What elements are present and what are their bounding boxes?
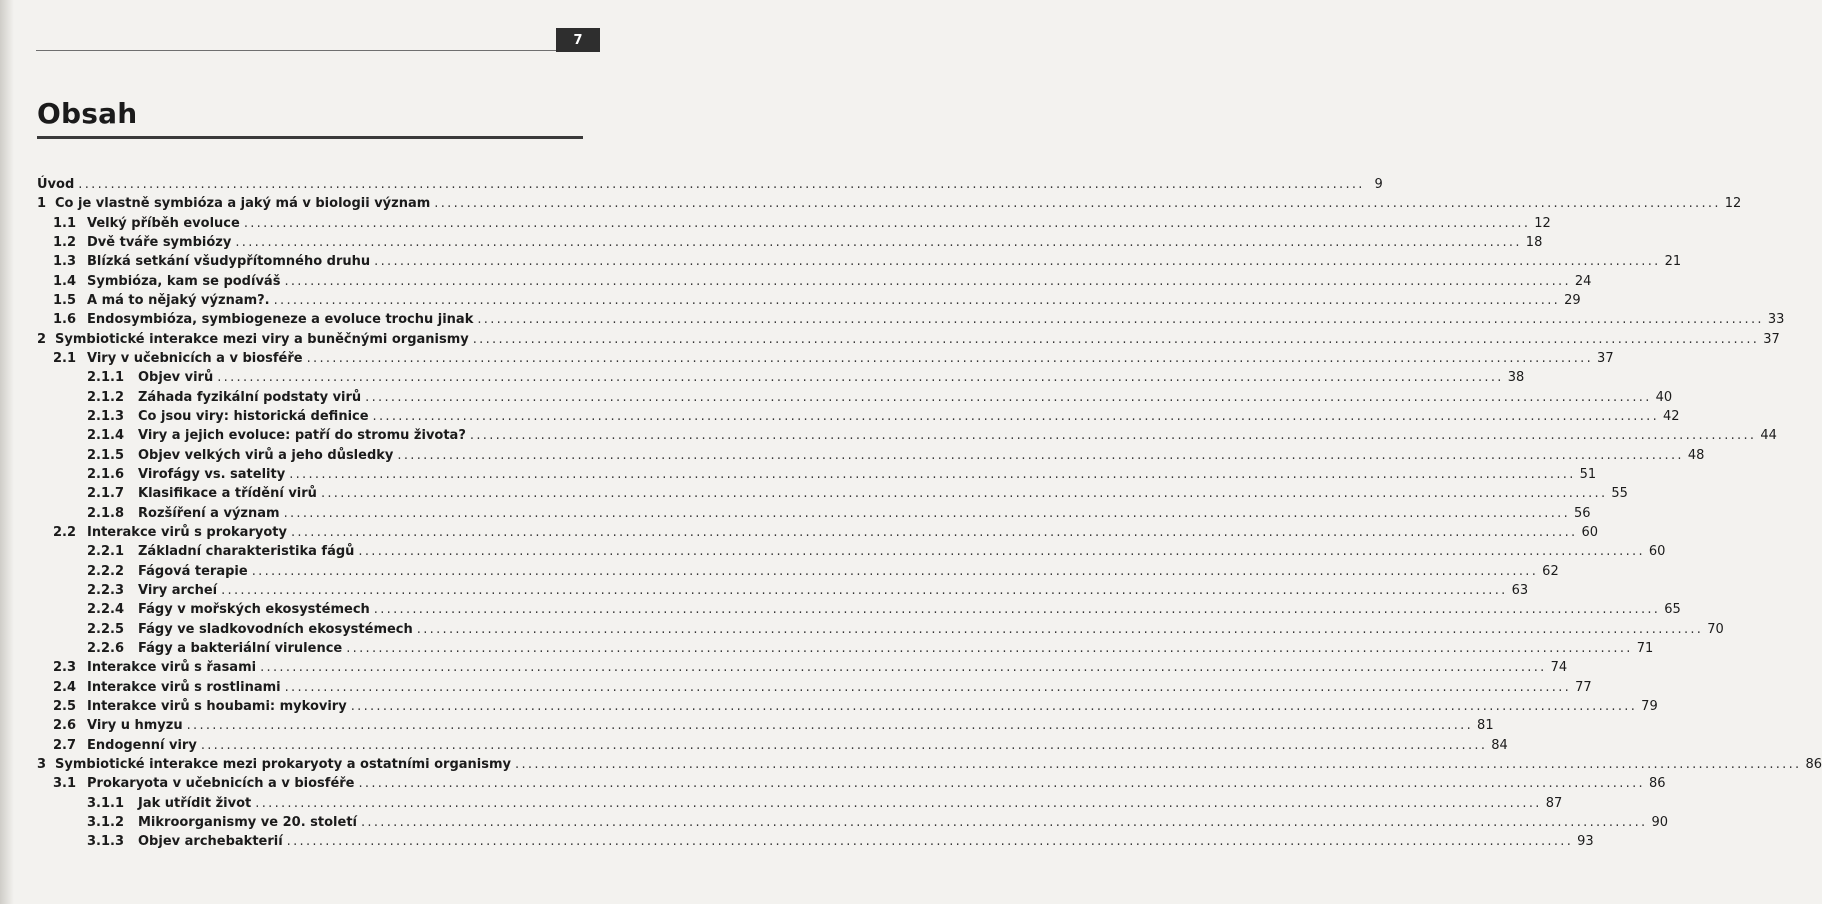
dot-leader: ........................................................................................................................................................................................................ bbox=[78, 177, 1365, 192]
toc-entry-page: 84 bbox=[1491, 737, 1508, 753]
dot-leader: ........................................................................................................................................................................................................ bbox=[515, 756, 1802, 772]
dot-leader: ........................................................................................................................................................................................................ bbox=[469, 428, 1757, 444]
toc-entry-title: Úvod bbox=[37, 177, 75, 192]
dot-leader: ........................................................................................................................................................................................................ bbox=[290, 524, 1578, 540]
dot-leader: ........................................................................................................................................................................................................ bbox=[472, 331, 1760, 347]
toc-entry-page: 70 bbox=[1707, 621, 1724, 637]
toc-entry[interactable] bbox=[0, 658, 1568, 677]
toc-entry[interactable] bbox=[0, 504, 1591, 523]
toc-entry-title: Endogenní viry bbox=[87, 737, 197, 753]
toc-entry-number: 2.2.6 bbox=[87, 640, 125, 656]
toc-entry-line bbox=[138, 794, 1563, 813]
toc-entry-line bbox=[138, 465, 1597, 484]
toc-entry-title: Co jsou viry: historická definice bbox=[138, 408, 369, 424]
toc-entry-page: 93 bbox=[1577, 834, 1594, 850]
toc-entry-title: Symbiotické interakce mezi viry a buněčnými organismy bbox=[55, 331, 469, 347]
toc-entry-line bbox=[138, 388, 1673, 407]
toc-entry-page: 60 bbox=[1581, 524, 1598, 540]
toc-entry[interactable] bbox=[0, 233, 1543, 252]
toc-entry-number: 1.2 bbox=[53, 234, 77, 250]
toc-entry-page: 79 bbox=[1641, 698, 1658, 714]
toc-entry-page: 56 bbox=[1574, 505, 1591, 521]
toc-entry[interactable] bbox=[0, 484, 1628, 503]
toc-entry-title: Dvě tváře symbiózy bbox=[87, 234, 232, 250]
dot-leader: ........................................................................................................................................................................................................ bbox=[243, 215, 1531, 231]
toc-entry-number: 2.1.2 bbox=[87, 389, 125, 405]
toc-entry-title: Fágy ve sladkovodních ekosystémech bbox=[138, 621, 413, 637]
toc-entry-title: Endosymbióza, symbiogeneze a evoluce trochu jinak bbox=[87, 312, 474, 328]
toc-entry-number: 3.1.3 bbox=[87, 834, 125, 850]
toc-entry-page: 90 bbox=[1651, 814, 1669, 830]
toc-entry-line bbox=[87, 214, 1551, 233]
toc-entry-line bbox=[138, 446, 1705, 465]
dot-leader: ........................................................................................................................................................................................................ bbox=[284, 273, 1571, 289]
toc-entry-number: 2.1.7 bbox=[87, 486, 125, 502]
dot-leader: ........................................................................................................................................................................................................ bbox=[255, 795, 1542, 811]
toc-entry-page: 24 bbox=[1574, 273, 1592, 289]
toc-entry-page: 51 bbox=[1579, 466, 1597, 482]
dot-leader: ........................................................................................................................................................................................................ bbox=[200, 737, 1488, 753]
toc-entry[interactable] bbox=[0, 330, 1780, 349]
toc-entry-line bbox=[55, 755, 1822, 774]
toc-entry[interactable] bbox=[0, 194, 1742, 213]
toc-entry[interactable] bbox=[0, 291, 1581, 310]
toc-entry-page: 65 bbox=[1664, 602, 1681, 618]
dot-leader: ........................................................................................................................................................................................................ bbox=[217, 370, 1504, 386]
toc-entry[interactable] bbox=[0, 813, 1669, 832]
toc-entry-line bbox=[87, 658, 1568, 677]
toc-entry-number: 2.1.5 bbox=[87, 447, 125, 463]
toc-entry-number: 2.1.6 bbox=[87, 466, 125, 482]
toc-entry-title: Blízká setkání všudypřítomného druhu bbox=[87, 254, 371, 270]
dot-leader: ........................................................................................................................................................................................................ bbox=[397, 447, 1684, 463]
toc-entry-number: 2.2.5 bbox=[87, 621, 125, 637]
dot-leader: ........................................................................................................................................................................................................ bbox=[373, 602, 1661, 618]
dot-leader: ........................................................................................................................................................................................................ bbox=[365, 389, 1652, 405]
toc-entry-page: 38 bbox=[1507, 370, 1525, 386]
toc-entry-line bbox=[87, 349, 1614, 368]
dot-leader: ........................................................................................................................................................................................................ bbox=[434, 196, 1721, 212]
toc-entry-line bbox=[87, 291, 1581, 310]
dot-leader: ........................................................................................................................................................................................................ bbox=[358, 544, 1645, 560]
toc-entry-number: 2.1 bbox=[53, 350, 77, 366]
dot-leader: ........................................................................................................................................................................................................ bbox=[283, 505, 1571, 521]
dot-leader: ........................................................................................................................................................................................................ bbox=[260, 660, 1547, 676]
toc-entry[interactable] bbox=[0, 446, 1705, 465]
toc-entry-number: 2.3 bbox=[53, 660, 77, 676]
toc-entry-title: Rozšíření a význam bbox=[138, 505, 280, 521]
dot-leader: ........................................................................................................................................................................................................ bbox=[286, 834, 1574, 850]
toc-entry-title: Jak utřídit život bbox=[138, 795, 252, 811]
dot-leader: ........................................................................................................................................................................................................ bbox=[346, 640, 1633, 656]
toc-entry-number: 1.6 bbox=[53, 312, 77, 328]
toc-entry-title: Interakce virů s rostlinami bbox=[87, 679, 281, 695]
toc-entry-page: 62 bbox=[1542, 563, 1559, 579]
toc-entry-number: 2.7 bbox=[53, 737, 77, 753]
toc-entry-title: Interakce virů s houbami: mykoviry bbox=[87, 698, 347, 714]
toc-entry-number: 2.1.3 bbox=[87, 408, 125, 424]
toc-entry-title: Objev archebakterií bbox=[138, 834, 283, 850]
toc-entry-number: 2.5 bbox=[53, 698, 77, 714]
dot-leader: ........................................................................................................................................................................................................ bbox=[358, 776, 1645, 792]
toc-entry-page: 40 bbox=[1655, 389, 1673, 405]
toc-entry-number: 1.3 bbox=[53, 254, 77, 270]
toc-entry-page: 71 bbox=[1636, 640, 1654, 656]
toc-entry-line bbox=[138, 581, 1529, 600]
toc-entry[interactable] bbox=[0, 310, 1785, 329]
toc-entry[interactable] bbox=[0, 426, 1777, 445]
toc-entry[interactable] bbox=[0, 794, 1563, 813]
dot-leader: ........................................................................................................................................................................................................ bbox=[350, 698, 1638, 714]
toc-entry-number: 3.1.1 bbox=[87, 795, 125, 811]
page-number: 7 bbox=[556, 28, 600, 52]
toc-entry[interactable] bbox=[0, 272, 1592, 291]
toc-entry-page: 74 bbox=[1550, 660, 1568, 676]
toc-entry-line bbox=[138, 504, 1591, 523]
toc-entry[interactable] bbox=[0, 832, 1594, 851]
toc-entry-page: 87 bbox=[1545, 795, 1563, 811]
dot-leader: ........................................................................................................................................................................................................ bbox=[235, 234, 1522, 250]
toc-entry-title: Symbióza, kam se podíváš bbox=[87, 273, 281, 289]
toc-entry-line bbox=[138, 620, 1724, 639]
page-title: Obsah bbox=[37, 97, 138, 130]
toc-entry[interactable] bbox=[0, 542, 1666, 561]
toc-entry-number: 1.1 bbox=[53, 215, 77, 231]
toc-entry-page: 37 bbox=[1763, 331, 1780, 347]
toc-entry-line bbox=[87, 233, 1543, 252]
toc-entry[interactable] bbox=[0, 639, 1654, 658]
dot-leader: ........................................................................................................................................................................................................ bbox=[416, 621, 1704, 637]
toc-entry[interactable] bbox=[0, 716, 1494, 735]
toc-entry-page: 86 bbox=[1805, 756, 1822, 772]
toc-entry-title: A má to nějaký význam?. bbox=[87, 292, 270, 308]
toc-entry-title: Viry archeí bbox=[138, 582, 218, 598]
toc-entry[interactable] bbox=[0, 349, 1614, 368]
toc-entry-number: 2.1.4 bbox=[87, 428, 125, 444]
toc-entry-page: 12 bbox=[1534, 215, 1551, 231]
toc-entry-number: 3.1 bbox=[53, 776, 77, 792]
toc-entry-page: 33 bbox=[1767, 312, 1785, 328]
toc-entry[interactable] bbox=[0, 581, 1529, 600]
toc-entry-number: 2.2.3 bbox=[87, 582, 125, 598]
toc-entry-title: Interakce virů s řasami bbox=[87, 660, 257, 676]
toc-entry-title: Objev velkých virů a jeho důsledky bbox=[138, 447, 394, 463]
toc-entry[interactable] bbox=[0, 678, 1592, 697]
toc-entry[interactable] bbox=[0, 214, 1551, 233]
header-rule bbox=[36, 50, 556, 51]
toc-entry-page: 63 bbox=[1511, 582, 1529, 598]
table-of-contents bbox=[0, 175, 1822, 851]
toc-entry-line bbox=[138, 562, 1559, 581]
dot-leader: ........................................................................................................................................................................................................ bbox=[289, 466, 1576, 482]
toc-entry-line bbox=[87, 716, 1494, 735]
toc-entry-title: Velký příběh evoluce bbox=[87, 215, 240, 231]
toc-entry-title: Interakce virů s prokaryoty bbox=[87, 524, 287, 540]
toc-entry[interactable] bbox=[0, 600, 1681, 619]
dot-leader: ........................................................................................................................................................................................................ bbox=[477, 312, 1764, 328]
toc-entry[interactable] bbox=[0, 774, 1666, 793]
toc-entry-title: Co je vlastně symbióza a jaký má v biologii význam bbox=[55, 196, 431, 212]
toc-entry-page: 81 bbox=[1477, 718, 1494, 734]
toc-entry-line bbox=[87, 523, 1598, 542]
toc-entry-number: 1.5 bbox=[53, 292, 77, 308]
toc-entry-page: 37 bbox=[1597, 350, 1614, 366]
toc-entry-page: 18 bbox=[1525, 234, 1543, 250]
toc-entry-page: 9 bbox=[1374, 177, 1383, 192]
toc-entry-line bbox=[138, 426, 1777, 445]
dot-leader: ........................................................................................................................................................................................................ bbox=[221, 582, 1508, 598]
toc-entry-title: Prokaryota v učebnicích a v biosféře bbox=[87, 776, 355, 792]
toc-entry-number: 2.2.2 bbox=[87, 563, 125, 579]
toc-entry-line bbox=[138, 639, 1654, 658]
toc-entry-title: Základní charakteristika fágů bbox=[138, 544, 355, 560]
dot-leader: ........................................................................................................................................................................................................ bbox=[320, 486, 1608, 502]
toc-entry-page: 44 bbox=[1760, 428, 1777, 444]
toc-entry-line bbox=[87, 252, 1682, 271]
toc-entry-page: 21 bbox=[1664, 254, 1682, 270]
toc-entry-line bbox=[87, 272, 1592, 291]
toc-entry-number: 1.4 bbox=[53, 273, 77, 289]
toc-entry-line bbox=[138, 542, 1666, 561]
toc-entry-title: Mikroorganismy ve 20. století bbox=[138, 814, 357, 830]
toc-entry-title: Symbiotické interakce mezi prokaryoty a ostatními organismy bbox=[55, 756, 512, 772]
toc-entry-page: 60 bbox=[1648, 544, 1666, 560]
toc-entry-number: 2.2 bbox=[53, 524, 77, 540]
toc-entry-number: 2.2.1 bbox=[87, 544, 125, 560]
toc-entry-line bbox=[87, 310, 1785, 329]
toc-entry[interactable] bbox=[0, 620, 1724, 639]
toc-entry[interactable] bbox=[0, 368, 1525, 387]
toc-entry[interactable] bbox=[0, 388, 1673, 407]
toc-entry-line bbox=[138, 484, 1628, 503]
toc-entry-page: 29 bbox=[1564, 292, 1581, 308]
toc-entry-number: 2.1.1 bbox=[87, 370, 125, 386]
toc-entry-title: Klasifikace a třídění virů bbox=[138, 486, 317, 502]
toc-entry-line bbox=[37, 175, 1383, 194]
toc-entry-line bbox=[138, 600, 1681, 619]
dot-leader: ........................................................................................................................................................................................................ bbox=[374, 254, 1661, 270]
toc-entry-page: 77 bbox=[1575, 679, 1592, 695]
toc-entry-title: Záhada fyzikální podstaty virů bbox=[138, 389, 362, 405]
toc-entry-number: 3 bbox=[37, 756, 47, 772]
toc-entry[interactable] bbox=[0, 523, 1598, 542]
toc-entry-line bbox=[138, 832, 1594, 851]
toc-entry-title: Objev virů bbox=[138, 370, 214, 386]
toc-entry-number: 3.1.2 bbox=[87, 814, 125, 830]
dot-leader: ........................................................................................................................................................................................................ bbox=[186, 718, 1474, 734]
dot-leader: ........................................................................................................................................................................................................ bbox=[273, 292, 1561, 308]
toc-entry-number: 2.2.4 bbox=[87, 602, 125, 618]
dot-leader: ........................................................................................................................................................................................................ bbox=[306, 350, 1594, 366]
toc-entry[interactable] bbox=[0, 175, 1383, 194]
toc-entry[interactable] bbox=[0, 465, 1597, 484]
toc-entry-title: Fágy v mořských ekosystémech bbox=[138, 602, 370, 618]
dot-leader: ........................................................................................................................................................................................................ bbox=[284, 679, 1572, 695]
toc-entry-line bbox=[138, 368, 1525, 387]
toc-entry-number: 1 bbox=[37, 196, 47, 212]
toc-entry[interactable] bbox=[0, 562, 1559, 581]
toc-entry[interactable] bbox=[0, 252, 1682, 271]
toc-entry-page: 86 bbox=[1648, 776, 1666, 792]
toc-entry-line bbox=[87, 697, 1658, 716]
toc-entry-title: Viry a jejich evoluce: patří do stromu života? bbox=[138, 428, 466, 444]
toc-entry-number: 2.1.8 bbox=[87, 505, 125, 521]
toc-entry-line bbox=[87, 736, 1508, 755]
toc-entry-number: 2.6 bbox=[53, 718, 77, 734]
title-rule bbox=[37, 136, 583, 139]
toc-entry-page: 12 bbox=[1724, 196, 1742, 212]
toc-entry[interactable] bbox=[0, 407, 1680, 426]
toc-entry-number: 2.4 bbox=[53, 679, 77, 695]
toc-entry-line bbox=[55, 194, 1742, 213]
toc-entry-page: 55 bbox=[1611, 486, 1628, 502]
toc-entry-title: Virofágy vs. satelity bbox=[138, 466, 286, 482]
toc-entry[interactable] bbox=[0, 697, 1658, 716]
toc-entry-line bbox=[55, 330, 1780, 349]
toc-entry[interactable] bbox=[0, 736, 1508, 755]
dot-leader: ........................................................................................................................................................................................................ bbox=[361, 814, 1648, 830]
dot-leader: ........................................................................................................................................................................................................ bbox=[372, 408, 1660, 424]
toc-entry-line bbox=[138, 407, 1680, 426]
toc-entry-title: Fágová terapie bbox=[138, 563, 248, 579]
toc-entry-number: 2 bbox=[37, 331, 47, 347]
toc-entry-title: Viry v učebnicích a v biosféře bbox=[87, 350, 303, 366]
toc-entry-line bbox=[87, 774, 1666, 793]
toc-entry-line bbox=[138, 813, 1669, 832]
toc-entry-line bbox=[87, 678, 1592, 697]
toc-entry-page: 42 bbox=[1663, 408, 1680, 424]
toc-entry-title: Viry u hmyzu bbox=[87, 718, 183, 734]
dot-leader: ........................................................................................................................................................................................................ bbox=[251, 563, 1539, 579]
toc-entry-page: 48 bbox=[1687, 447, 1705, 463]
toc-entry[interactable] bbox=[0, 755, 1822, 774]
toc-entry-title: Fágy a bakteriální virulence bbox=[138, 640, 343, 656]
